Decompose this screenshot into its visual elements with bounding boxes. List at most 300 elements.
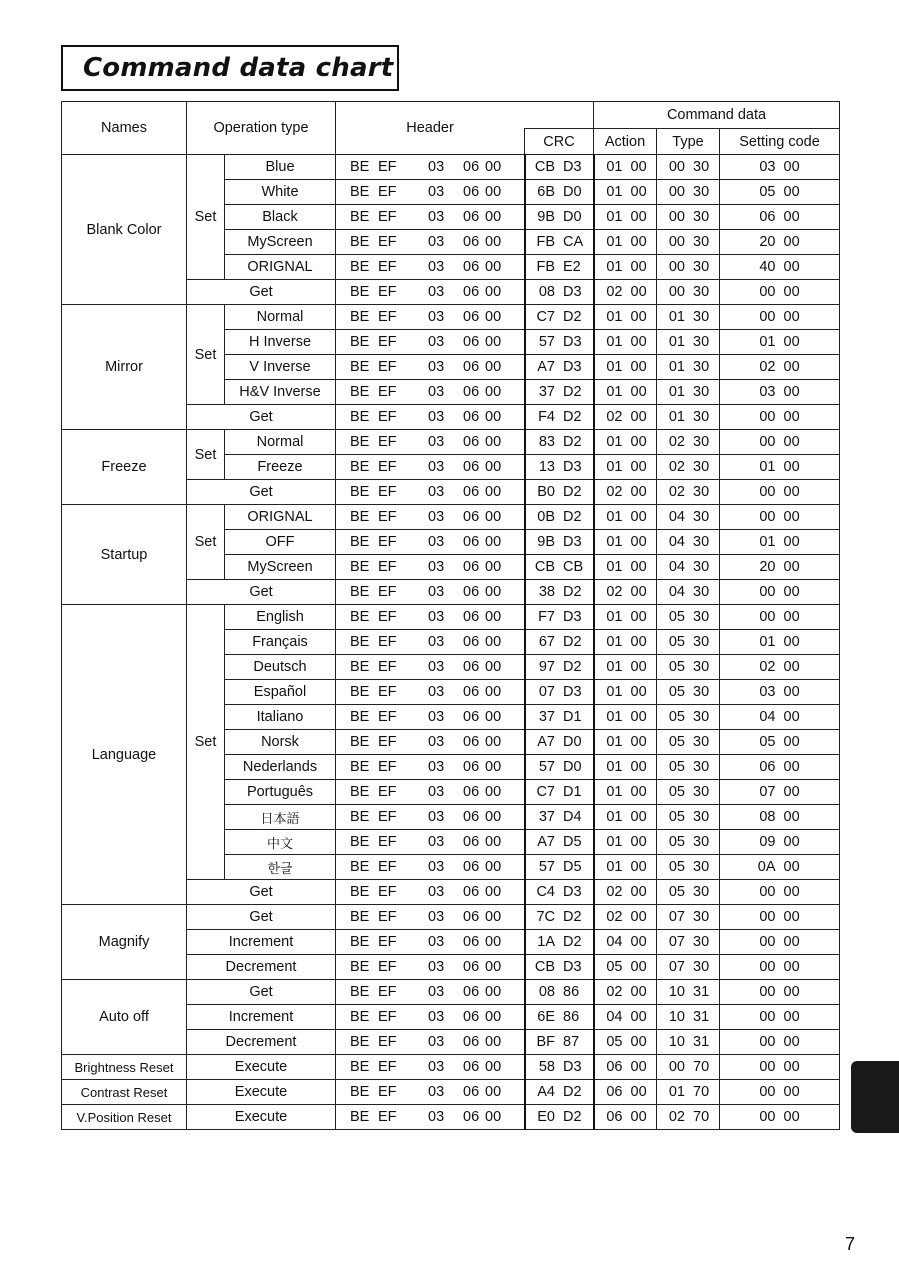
header-byte: 06 bbox=[463, 1084, 480, 1100]
header-byte: EF bbox=[378, 659, 397, 675]
value-byte-2: 00 bbox=[783, 384, 800, 400]
value-pair bbox=[657, 659, 720, 675]
operation-option: ORIGNAL bbox=[225, 255, 336, 280]
value-byte-1: 67 bbox=[538, 634, 555, 650]
value-byte-2: 30 bbox=[693, 184, 710, 200]
value-byte-1: 57 bbox=[538, 334, 555, 350]
action-cell bbox=[594, 580, 657, 605]
crc-cell bbox=[525, 630, 594, 655]
value-byte-1: 58 bbox=[538, 1059, 555, 1075]
value-byte-1: 0B bbox=[537, 509, 555, 525]
value-pair bbox=[657, 784, 720, 800]
value-pair bbox=[657, 984, 720, 1000]
header-byte: EF bbox=[378, 334, 397, 350]
value-byte-2: 00 bbox=[783, 784, 800, 800]
value-byte-2: 00 bbox=[783, 359, 800, 375]
value-byte-2: 70 bbox=[693, 1084, 710, 1100]
value-pair bbox=[657, 834, 720, 850]
value-byte-1: 00 bbox=[759, 884, 776, 900]
value-byte-2: 00 bbox=[630, 259, 647, 275]
value-byte-1: 08 bbox=[538, 984, 555, 1000]
crc-cell bbox=[525, 255, 594, 280]
header-byte: 00 bbox=[485, 434, 502, 450]
value-byte-2: D0 bbox=[563, 184, 582, 200]
header-byte-group bbox=[350, 884, 501, 900]
action-cell bbox=[594, 480, 657, 505]
value-pair bbox=[748, 634, 812, 650]
header-byte-group bbox=[350, 1109, 501, 1125]
header-byte-group bbox=[350, 1034, 501, 1050]
header-byte: 00 bbox=[485, 884, 502, 900]
value-byte-2: 00 bbox=[630, 309, 647, 325]
type-cell bbox=[657, 330, 720, 355]
setting-code-cell bbox=[720, 580, 840, 605]
value-byte-1: 06 bbox=[606, 1084, 623, 1100]
value-byte-2: 00 bbox=[630, 409, 647, 425]
value-pair bbox=[748, 334, 812, 350]
value-byte-1: 00 bbox=[668, 209, 685, 225]
setting-code-cell bbox=[720, 180, 840, 205]
value-byte-2: 00 bbox=[783, 309, 800, 325]
value-byte-2: 00 bbox=[783, 334, 800, 350]
operation-option: Black bbox=[225, 205, 336, 230]
header-byte: 06 bbox=[463, 709, 480, 725]
header-byte: BE bbox=[350, 459, 370, 475]
value-pair bbox=[527, 459, 591, 475]
header-byte: EF bbox=[378, 734, 397, 750]
setting-code-cell bbox=[720, 430, 840, 455]
header-byte-group bbox=[350, 959, 501, 975]
header-byte-group bbox=[350, 734, 501, 750]
value-byte-2: 00 bbox=[630, 484, 647, 500]
value-byte-2: 00 bbox=[630, 934, 647, 950]
value-byte-2: 30 bbox=[693, 459, 710, 475]
action-cell bbox=[594, 455, 657, 480]
header-byte: 00 bbox=[485, 459, 502, 475]
value-byte-2: 00 bbox=[630, 659, 647, 675]
value-byte-1: 02 bbox=[668, 1109, 685, 1125]
value-byte-1: 00 bbox=[759, 1059, 776, 1075]
value-byte-1: 01 bbox=[606, 834, 623, 850]
value-byte-2: 00 bbox=[783, 884, 800, 900]
header-byte: 06 bbox=[463, 834, 480, 850]
value-byte-2: D3 bbox=[563, 284, 582, 300]
value-pair bbox=[748, 484, 812, 500]
header-bytes bbox=[336, 980, 525, 1005]
operation-option: Freeze bbox=[225, 455, 336, 480]
value-byte-1: 05 bbox=[668, 684, 685, 700]
value-pair bbox=[595, 234, 657, 250]
value-pair bbox=[657, 309, 720, 325]
action-cell bbox=[594, 530, 657, 555]
value-byte-2: D1 bbox=[563, 784, 582, 800]
header-byte: EF bbox=[378, 859, 397, 875]
header-byte: EF bbox=[378, 409, 397, 425]
header-byte-group bbox=[350, 809, 501, 825]
value-byte-2: 00 bbox=[783, 534, 800, 550]
value-byte-2: D3 bbox=[563, 609, 582, 625]
value-pair bbox=[595, 409, 657, 425]
value-byte-2: 30 bbox=[693, 659, 710, 675]
type-cell bbox=[657, 1005, 720, 1030]
value-byte-2: 00 bbox=[630, 1109, 647, 1125]
value-byte-2: D2 bbox=[563, 1084, 582, 1100]
action-cell bbox=[594, 180, 657, 205]
value-byte-2: D1 bbox=[563, 709, 582, 725]
table-row bbox=[62, 1105, 840, 1130]
action-cell bbox=[594, 280, 657, 305]
header-bytes bbox=[336, 705, 525, 730]
value-byte-1: 13 bbox=[538, 459, 555, 475]
value-pair bbox=[657, 459, 720, 475]
header-byte: 03 bbox=[428, 834, 445, 850]
type-cell bbox=[657, 405, 720, 430]
value-byte-2: D5 bbox=[563, 834, 582, 850]
value-byte-1: 06 bbox=[759, 759, 776, 775]
header-byte: 03 bbox=[428, 284, 445, 300]
header-byte: EF bbox=[378, 1009, 397, 1025]
header-byte-group bbox=[350, 259, 501, 275]
header-byte: 00 bbox=[485, 1009, 502, 1025]
action-cell bbox=[594, 880, 657, 905]
value-byte-1: 01 bbox=[606, 559, 623, 575]
value-pair bbox=[748, 1034, 812, 1050]
operation-option: 日本語 bbox=[225, 805, 336, 830]
value-pair bbox=[527, 759, 591, 775]
value-byte-1: 02 bbox=[606, 984, 623, 1000]
header-byte-group bbox=[350, 984, 501, 1000]
value-byte-1: 01 bbox=[606, 509, 623, 525]
operation-type: Increment bbox=[187, 1005, 336, 1030]
value-byte-2: 00 bbox=[783, 259, 800, 275]
header-byte: 06 bbox=[463, 884, 480, 900]
value-pair bbox=[595, 509, 657, 525]
crc-cell bbox=[525, 405, 594, 430]
header-byte: 06 bbox=[463, 584, 480, 600]
header-byte: 03 bbox=[428, 309, 445, 325]
header-bytes bbox=[336, 780, 525, 805]
action-cell bbox=[594, 755, 657, 780]
value-pair bbox=[595, 959, 657, 975]
value-byte-1: 00 bbox=[759, 509, 776, 525]
header-byte-group bbox=[350, 634, 501, 650]
value-pair bbox=[748, 509, 812, 525]
value-byte-2: 00 bbox=[630, 734, 647, 750]
value-byte-2: 30 bbox=[693, 434, 710, 450]
setting-code-cell bbox=[720, 155, 840, 180]
header-byte: 03 bbox=[428, 1009, 445, 1025]
operation-type: Get bbox=[187, 905, 336, 930]
value-byte-2: CA bbox=[563, 234, 584, 250]
header-byte: BE bbox=[350, 959, 370, 975]
type-cell bbox=[657, 655, 720, 680]
value-pair bbox=[657, 484, 720, 500]
value-pair bbox=[595, 1034, 657, 1050]
value-byte-2: D3 bbox=[563, 884, 582, 900]
value-byte-1: 01 bbox=[759, 534, 776, 550]
operation-option: Português bbox=[225, 780, 336, 805]
type-cell bbox=[657, 705, 720, 730]
value-byte-1: CB bbox=[534, 159, 555, 175]
type-cell bbox=[657, 580, 720, 605]
crc-cell bbox=[525, 380, 594, 405]
setting-code-cell bbox=[720, 680, 840, 705]
value-byte-1: 01 bbox=[606, 334, 623, 350]
value-byte-1: CB bbox=[534, 559, 555, 575]
operation-option: Norsk bbox=[225, 730, 336, 755]
operation-option: OFF bbox=[225, 530, 336, 555]
value-byte-1: 40 bbox=[759, 259, 776, 275]
value-byte-2: E2 bbox=[563, 259, 581, 275]
value-pair bbox=[657, 709, 720, 725]
value-byte-1: 04 bbox=[668, 559, 685, 575]
header-byte: 06 bbox=[463, 359, 480, 375]
value-pair bbox=[527, 284, 591, 300]
type-cell bbox=[657, 805, 720, 830]
table-row bbox=[62, 305, 840, 330]
header-byte: BE bbox=[350, 884, 370, 900]
value-byte-1: 05 bbox=[668, 609, 685, 625]
value-byte-1: 02 bbox=[759, 659, 776, 675]
header-byte: EF bbox=[378, 509, 397, 525]
header-byte-group bbox=[350, 1084, 501, 1100]
value-pair bbox=[527, 384, 591, 400]
value-pair bbox=[657, 334, 720, 350]
header-byte: BE bbox=[350, 984, 370, 1000]
crc-cell bbox=[525, 705, 594, 730]
value-byte-1: 05 bbox=[668, 634, 685, 650]
value-byte-1: 07 bbox=[538, 684, 555, 700]
crc-cell bbox=[525, 730, 594, 755]
header-byte: 00 bbox=[485, 959, 502, 975]
value-byte-2: 30 bbox=[693, 159, 710, 175]
set-label: Set bbox=[187, 305, 225, 405]
type-cell bbox=[657, 430, 720, 455]
value-byte-1: 20 bbox=[759, 559, 776, 575]
value-pair bbox=[657, 384, 720, 400]
header-byte: EF bbox=[378, 784, 397, 800]
header-byte: 00 bbox=[485, 159, 502, 175]
header-byte: 00 bbox=[485, 909, 502, 925]
value-byte-2: 30 bbox=[693, 309, 710, 325]
value-pair bbox=[595, 184, 657, 200]
value-byte-1: 01 bbox=[606, 634, 623, 650]
value-pair bbox=[595, 559, 657, 575]
value-pair bbox=[527, 309, 591, 325]
value-byte-1: 09 bbox=[759, 834, 776, 850]
header-byte: 06 bbox=[463, 634, 480, 650]
value-pair bbox=[748, 1059, 812, 1075]
value-pair bbox=[748, 559, 812, 575]
value-pair bbox=[527, 509, 591, 525]
header-byte: 06 bbox=[463, 434, 480, 450]
header-byte: BE bbox=[350, 234, 370, 250]
value-byte-2: D2 bbox=[563, 409, 582, 425]
header-byte: EF bbox=[378, 609, 397, 625]
value-byte-1: 01 bbox=[606, 184, 623, 200]
header-byte: 06 bbox=[463, 309, 480, 325]
value-byte-1: FB bbox=[536, 234, 555, 250]
header-byte: 03 bbox=[428, 534, 445, 550]
crc-cell bbox=[525, 980, 594, 1005]
value-pair bbox=[595, 884, 657, 900]
value-pair bbox=[657, 184, 720, 200]
value-byte-1: 00 bbox=[759, 959, 776, 975]
action-cell bbox=[594, 305, 657, 330]
value-pair bbox=[527, 434, 591, 450]
value-pair bbox=[527, 959, 591, 975]
header-bytes bbox=[336, 255, 525, 280]
value-pair bbox=[527, 859, 591, 875]
value-pair bbox=[527, 709, 591, 725]
value-pair bbox=[748, 1109, 812, 1125]
value-byte-2: D0 bbox=[563, 734, 582, 750]
value-byte-1: 01 bbox=[759, 459, 776, 475]
header-byte: EF bbox=[378, 309, 397, 325]
value-byte-2: 00 bbox=[630, 534, 647, 550]
header-byte: BE bbox=[350, 484, 370, 500]
value-byte-2: D3 bbox=[563, 334, 582, 350]
setting-code-cell bbox=[720, 980, 840, 1005]
type-cell bbox=[657, 1080, 720, 1105]
value-byte-1: 01 bbox=[606, 534, 623, 550]
header-byte: BE bbox=[350, 1059, 370, 1075]
header-byte: 06 bbox=[463, 159, 480, 175]
value-pair bbox=[527, 559, 591, 575]
header-byte: 03 bbox=[428, 959, 445, 975]
header-byte: BE bbox=[350, 809, 370, 825]
value-byte-1: C4 bbox=[536, 884, 555, 900]
header-byte: 03 bbox=[428, 784, 445, 800]
header-byte: EF bbox=[378, 459, 397, 475]
value-byte-2: 00 bbox=[630, 434, 647, 450]
header-byte: 00 bbox=[485, 359, 502, 375]
value-byte-1: 57 bbox=[538, 759, 555, 775]
crc-cell bbox=[525, 180, 594, 205]
operation-option: Normal bbox=[225, 430, 336, 455]
header-byte-group bbox=[350, 909, 501, 925]
action-cell bbox=[594, 780, 657, 805]
value-pair bbox=[748, 234, 812, 250]
header-byte: EF bbox=[378, 484, 397, 500]
value-byte-2: 00 bbox=[630, 859, 647, 875]
value-pair bbox=[748, 684, 812, 700]
value-byte-2: D3 bbox=[563, 159, 582, 175]
value-byte-2: 00 bbox=[783, 1034, 800, 1050]
value-byte-1: 06 bbox=[606, 1109, 623, 1125]
value-byte-2: 00 bbox=[783, 1059, 800, 1075]
value-byte-2: 30 bbox=[693, 709, 710, 725]
value-byte-2: 30 bbox=[693, 559, 710, 575]
header-byte: 00 bbox=[485, 334, 502, 350]
value-pair bbox=[527, 209, 591, 225]
set-label: Set bbox=[187, 155, 225, 280]
value-byte-2: 30 bbox=[693, 484, 710, 500]
value-byte-1: 10 bbox=[668, 1009, 685, 1025]
value-byte-1: 05 bbox=[668, 809, 685, 825]
value-byte-2: 00 bbox=[783, 159, 800, 175]
value-pair bbox=[657, 1059, 720, 1075]
value-byte-2: 00 bbox=[630, 559, 647, 575]
value-byte-1: 00 bbox=[759, 1034, 776, 1050]
crc-cell bbox=[525, 330, 594, 355]
header-byte: BE bbox=[350, 259, 370, 275]
value-byte-1: B0 bbox=[537, 484, 555, 500]
value-byte-2: 00 bbox=[783, 1109, 800, 1125]
operation-type: Execute bbox=[187, 1080, 336, 1105]
value-pair bbox=[595, 809, 657, 825]
value-byte-1: 57 bbox=[538, 859, 555, 875]
value-byte-1: 00 bbox=[668, 1059, 685, 1075]
operation-type: Get bbox=[187, 880, 336, 905]
value-byte-1: 07 bbox=[668, 959, 685, 975]
value-byte-2: 30 bbox=[693, 534, 710, 550]
value-byte-2: 30 bbox=[693, 284, 710, 300]
type-cell bbox=[657, 505, 720, 530]
value-pair bbox=[527, 784, 591, 800]
value-byte-2: 00 bbox=[630, 959, 647, 975]
group-name-startup: Startup bbox=[62, 505, 187, 605]
header-byte: 06 bbox=[463, 1034, 480, 1050]
header-byte: 06 bbox=[463, 409, 480, 425]
value-pair bbox=[657, 859, 720, 875]
value-byte-1: 00 bbox=[759, 284, 776, 300]
operation-option: English bbox=[225, 605, 336, 630]
type-cell bbox=[657, 1030, 720, 1055]
action-cell bbox=[594, 330, 657, 355]
type-cell bbox=[657, 380, 720, 405]
value-byte-1: E0 bbox=[537, 1109, 555, 1125]
section-tab bbox=[851, 1061, 899, 1133]
value-pair bbox=[527, 484, 591, 500]
action-cell bbox=[594, 830, 657, 855]
value-byte-1: 01 bbox=[606, 859, 623, 875]
value-byte-1: 08 bbox=[759, 809, 776, 825]
col-header-crc: CRC bbox=[525, 129, 594, 155]
operation-option: Normal bbox=[225, 305, 336, 330]
table-row bbox=[62, 605, 840, 630]
value-byte-1: 01 bbox=[606, 309, 623, 325]
header-byte: 06 bbox=[463, 859, 480, 875]
header-bytes bbox=[336, 1080, 525, 1105]
crc-cell bbox=[525, 880, 594, 905]
operation-type: Get bbox=[187, 980, 336, 1005]
header-byte: 03 bbox=[428, 809, 445, 825]
header-byte: 00 bbox=[485, 609, 502, 625]
value-byte-2: 00 bbox=[630, 1009, 647, 1025]
header-byte: 06 bbox=[463, 259, 480, 275]
operation-option: Deutsch bbox=[225, 655, 336, 680]
setting-code-cell bbox=[720, 630, 840, 655]
value-byte-2: 00 bbox=[630, 1084, 647, 1100]
header-byte: 03 bbox=[428, 459, 445, 475]
value-pair bbox=[657, 559, 720, 575]
action-cell bbox=[594, 705, 657, 730]
header-byte: EF bbox=[378, 634, 397, 650]
table-row bbox=[62, 1080, 840, 1105]
setting-code-cell bbox=[720, 230, 840, 255]
value-byte-2: 30 bbox=[693, 384, 710, 400]
action-cell bbox=[594, 1080, 657, 1105]
header-byte-group bbox=[350, 934, 501, 950]
type-cell bbox=[657, 255, 720, 280]
setting-code-cell bbox=[720, 205, 840, 230]
setting-code-cell bbox=[720, 830, 840, 855]
value-byte-2: D2 bbox=[563, 434, 582, 450]
header-bytes bbox=[336, 1105, 525, 1130]
header-bytes bbox=[336, 455, 525, 480]
value-byte-2: 00 bbox=[783, 984, 800, 1000]
